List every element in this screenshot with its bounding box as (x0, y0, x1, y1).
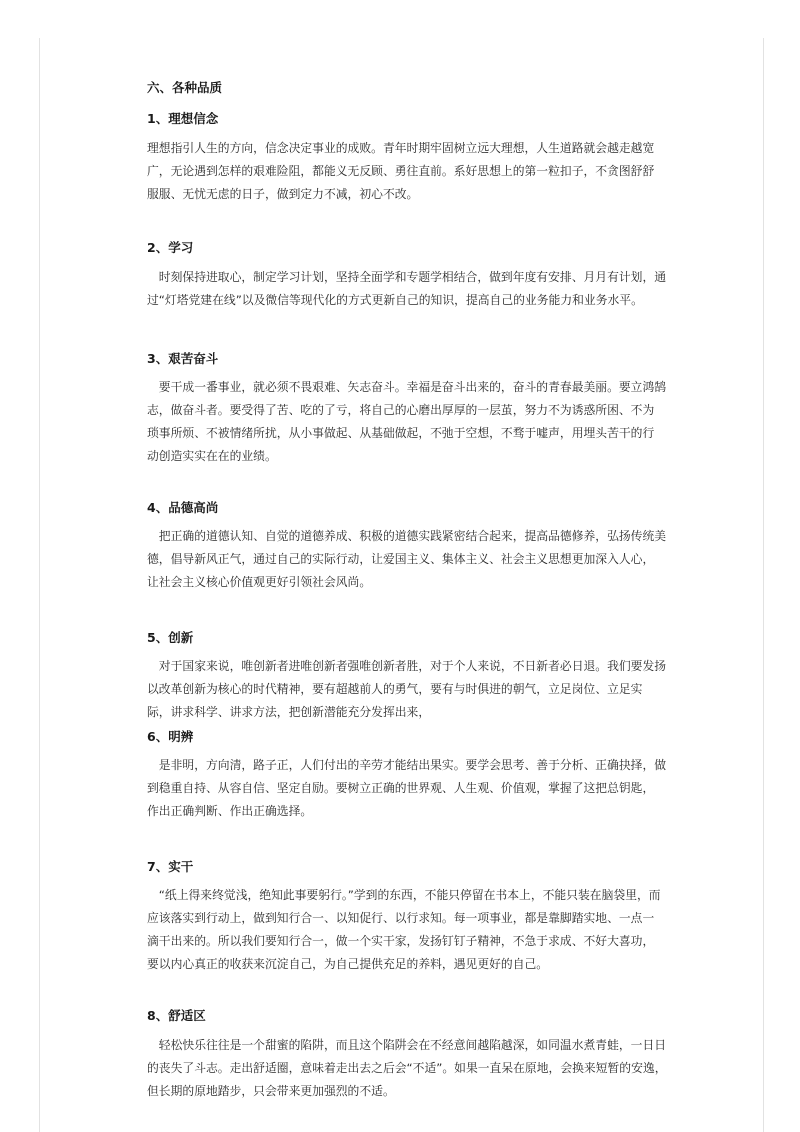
body-line: 德，倡导新风正气，通过自己的实际行动，让爱国主义、集体主义、社会主义思想更加深入人心， (147, 552, 655, 566)
body-line: 过“灯塔党建在线”以及微信等现代化的方式更新自己的知识，提高自己的业务能力和业务水平。 (147, 293, 643, 307)
body-line: 要以内心真正的收获来沉淀自己，为自己提供充足的养料，遇见更好的自己。 (147, 957, 549, 971)
section-body-4 (147, 525, 667, 594)
body-line: 轻松快乐往往是一个甜蜜的陷阱，而且这个陷阱会在不经意间越陷越深，如同温水煮青蛙，一日日 (147, 1038, 667, 1052)
body-line: 广，无论遇到怎样的艰难险阻，都能义无反顾、勇往直前。系好思想上的第一粒扣子，不贪图舒舒 (147, 164, 655, 178)
section-title-8: 8、舒适区 (147, 1008, 206, 1023)
body-line: 作出正确判断、作出正确选择。 (147, 804, 313, 818)
section-title-2: 2、学习 (147, 240, 194, 255)
section-title-4: 4、品德高尚 (147, 500, 219, 515)
section-title-1: 1、理想信念 (147, 111, 219, 126)
section-body-8 (147, 1034, 667, 1103)
section-body-3 (147, 376, 667, 468)
body-line: 动创造实实在在的业绩。 (147, 449, 277, 463)
body-line: 把正确的道德认知、自觉的道德养成、积极的道德实践紧密结合起来，提高品德修养，弘扬传统美 (147, 529, 667, 543)
body-line: 琐事所烦、不被情绪所扰，从小事做起、从基础做起，不弛于空想，不骛于嘘声，用埋头苦干的行 (147, 426, 655, 440)
section-title-7: 7、实干 (147, 859, 194, 874)
section-title-6: 6、明辨 (147, 729, 194, 744)
body-line: 理想指引人生的方向，信念决定事业的成败。青年时期牢固树立远大理想，人生道路就会越走越宽 (147, 141, 655, 155)
section-body-1 (147, 137, 663, 206)
body-line: 让社会主义核心价值观更好引领社会风尚。 (147, 575, 372, 589)
section-body-6 (147, 754, 667, 823)
body-line: 但长期的原地踏步，只会带来更加强烈的不适。 (147, 1084, 395, 1098)
body-line: 以改革创新为核心的时代精神，要有超越前人的勇气，要有与时俱进的朝气，立足岗位、立足实 (147, 682, 643, 696)
body-line: 际，讲求科学、讲求方法，把创新潜能充分发挥出来， (147, 705, 431, 719)
section-body-7 (147, 884, 663, 976)
body-line: 志，做奋斗者。要受得了苦、吃的了亏，将自己的心磨出厚厚的一层茧，努力不为诱惑所困、不为 (147, 403, 655, 417)
section-body-2 (147, 266, 667, 312)
body-line: 是非明，方向清，路子正，人们付出的辛劳才能结出果实。要学会思考、善于分析、正确抉择，做 (147, 758, 667, 772)
body-line: 服服、无忧无虑的日子，做到定力不减，初心不改。 (147, 187, 419, 201)
body-line: 应该落实到行动上，做到知行合一、以知促行、以行求知。每一项事业，都是靠脚踏实地、一点一 (147, 911, 655, 925)
section-body-5 (147, 655, 667, 724)
section-title-5: 5、创新 (147, 630, 194, 645)
body-line: “纸上得来终觉浅，绝知此事要躬行。”学到的东西，不能只停留在书本上，不能只装在脑袋里，而 (147, 888, 661, 902)
body-line: 时刻保持进取心，制定学习计划，坚持全面学和专题学相结合，做到年度有安排、月月有计划，通 (147, 270, 667, 284)
body-line: 到稳重自持、从容自信、坚定自励。要树立正确的世界观、人生观、价值观，掌握了这把总钥匙， (147, 781, 655, 795)
section-heading: 六、各种品质 (147, 80, 223, 95)
section-title-3: 3、艰苦奋斗 (147, 351, 219, 366)
body-line: 的丧失了斗志。走出舒适圈，意味着走出去之后会“不适”。如果一直呆在原地，会换来短暂的安逸， (147, 1061, 667, 1075)
body-line: 要干成一番事业，就必须不畏艰难、矢志奋斗。幸福是奋斗出来的，奋斗的青春最美丽。要立鸿鹄 (147, 380, 667, 394)
body-line: 对于国家来说，唯创新者进唯创新者强唯创新者胜，对于个人来说，不日新者必日退。我们要发扬 (147, 659, 667, 673)
body-line: 滴干出来的。所以我们要知行合一，做一个实干家，发扬钉钉子精神，不急于求成、不好大喜功， (147, 934, 655, 948)
